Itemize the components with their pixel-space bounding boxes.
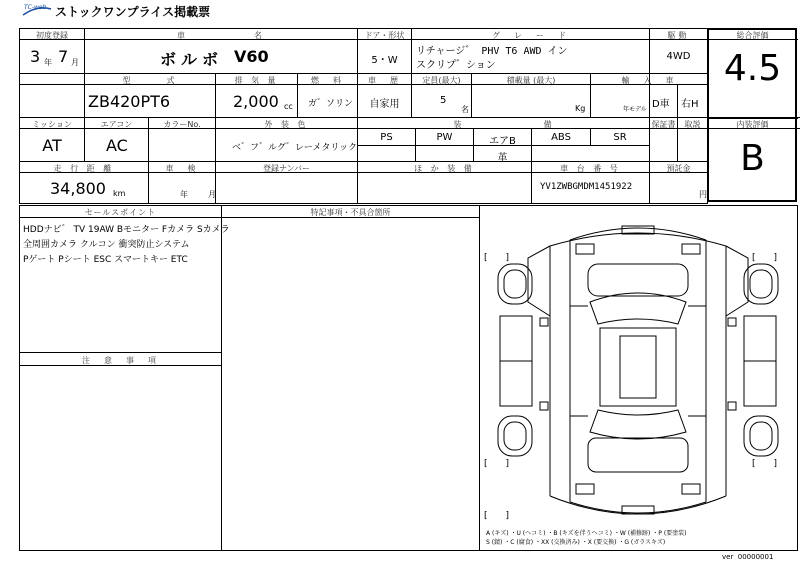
- sales-points-label: セールスポイント: [84, 208, 157, 217]
- mileage-value: 34,800: [50, 179, 106, 198]
- capacity-label: 定員(最大): [422, 76, 461, 85]
- diagram-bracket-top-right: [ ]: [752, 253, 778, 263]
- drive-label: 駆動: [667, 31, 690, 40]
- inspection-label: 車 検: [165, 164, 199, 173]
- exterior-color-value: ベ゛フ゛ルグ゛レーメタリック: [232, 143, 358, 153]
- aircon-value: AC: [106, 136, 128, 155]
- chassis-no-label: 車 台 番 号: [560, 164, 621, 173]
- door-type-label: ドア・形状: [364, 31, 405, 40]
- sales-point-line-2: 全周囲カメラ クルコン 衝突防止システム: [23, 240, 190, 250]
- cautions-label: 注 意 事 項: [82, 356, 159, 365]
- import-label: 輸 入 車: [621, 76, 677, 85]
- interior-rating-value: B: [740, 138, 765, 179]
- overall-rating-label: 総合評価: [736, 31, 769, 40]
- displacement-unit: cc: [284, 102, 293, 111]
- mileage-unit: km: [113, 189, 126, 198]
- first-reg-label: 初度登録: [36, 31, 68, 40]
- inspection-month-unit: 月: [208, 190, 216, 199]
- inspection-year-unit: 年: [180, 190, 188, 199]
- diagram-bracket-top-left: [ ]: [484, 253, 510, 263]
- fuel-label: 燃 料: [311, 76, 344, 85]
- mileage-label: 走 行 距 離: [53, 164, 115, 173]
- reg-number-label: 登録ナンバー: [262, 164, 311, 173]
- equip-leather: 革: [497, 153, 508, 164]
- chassis-no-value: YV1ZWBGMDM1451922: [540, 182, 633, 192]
- steering-value: 右H: [681, 99, 699, 110]
- legend-line-1: A (キズ) ・U (ヘコミ) ・B (キズを伴うヘコミ) ・W (補修跡) ・P (要塗装): [486, 530, 687, 537]
- model-type-label: 型 式: [122, 76, 178, 85]
- color-no-label: カラーNo.: [163, 120, 201, 129]
- import-model-year: 年モデル: [623, 106, 647, 113]
- logo: [22, 2, 52, 14]
- car-damage-diagram: [480, 206, 797, 550]
- diagram-bracket-bottom-left: [ ]: [484, 459, 510, 469]
- model-type-value: ZB420PT6: [88, 92, 171, 111]
- deposit-label: 預託金: [666, 164, 691, 173]
- equip-ps: PS: [380, 132, 393, 143]
- aircon-label: エアコン: [100, 120, 133, 129]
- capacity-unit: 名: [461, 105, 469, 114]
- fuel-value: ガ゛ソリン: [308, 99, 354, 109]
- reg-month: 7: [58, 47, 69, 66]
- vehicle-maker: ボルボ: [160, 50, 224, 69]
- load-unit: Kg: [575, 104, 586, 113]
- grade-line1: リチャージ゛ PHV T6 AWD イン: [416, 46, 568, 57]
- diagram-bracket-bottom: [ ]: [484, 511, 510, 521]
- logo-text: TC-web: [24, 4, 47, 11]
- manual-label: 取説: [684, 120, 701, 129]
- reg-year: 3: [30, 47, 41, 66]
- mission-value: AT: [42, 136, 62, 155]
- history-value: 自家用: [369, 99, 400, 110]
- exterior-color-label: 外 装 色: [264, 120, 309, 129]
- grade-label: グ レ ー ド: [492, 31, 569, 40]
- displacement-label: 排 気 量: [234, 76, 279, 85]
- diagram-bracket-bottom-right: [ ]: [752, 459, 778, 469]
- notes-defects-label: 特記事項・不具合箇所: [310, 208, 391, 217]
- sales-point-line-1: HDDナビ゛ TV 19AW Bモニター Fカメラ Sカメラ: [23, 225, 230, 235]
- sales-point-line-3: Pゲート Pシート ESC スマートキー ETC: [23, 255, 188, 265]
- vehicle-model: V60: [234, 47, 269, 66]
- overall-rating-value: 4.5: [723, 48, 782, 89]
- equip-pw: PW: [436, 132, 453, 143]
- legend-line-2: S (錆) ・C (腐食) ・XX (交換済み) ・X (要交換) ・G (ガラスキズ): [486, 539, 666, 546]
- grade-line2: スクリプ゛ション: [416, 60, 496, 71]
- capacity-value: 5: [440, 95, 447, 106]
- equip-airbag: エアB: [489, 136, 516, 147]
- reg-month-unit: 月: [71, 58, 79, 67]
- vehicle-name-label: 車 名: [177, 31, 265, 40]
- reg-year-unit: 年: [44, 58, 52, 67]
- equip-abs: ABS: [551, 132, 571, 143]
- door-type-value: 5・W: [371, 55, 398, 66]
- import-dealer: D車: [652, 99, 670, 110]
- other-equipment-label: ほ か 装 備: [414, 164, 475, 173]
- interior-rating-label: 内装評価: [736, 120, 769, 129]
- load-label: 積載量 (最大): [506, 76, 556, 85]
- mission-label: ミッション: [32, 120, 72, 129]
- equipment-label: 装 備: [453, 120, 554, 129]
- history-label: 車 歴: [368, 76, 401, 85]
- displacement-value: 2,000: [233, 92, 279, 111]
- page-title: ストックワンプライス掲載票: [55, 5, 211, 19]
- version-label: ver 00000001: [722, 553, 774, 561]
- deposit-unit: 円: [699, 190, 707, 199]
- equip-sr: SR: [613, 132, 627, 143]
- drive-value: 4WD: [666, 51, 691, 62]
- car-outline-icon: [480, 206, 797, 550]
- warranty-label: 保証書: [651, 120, 676, 129]
